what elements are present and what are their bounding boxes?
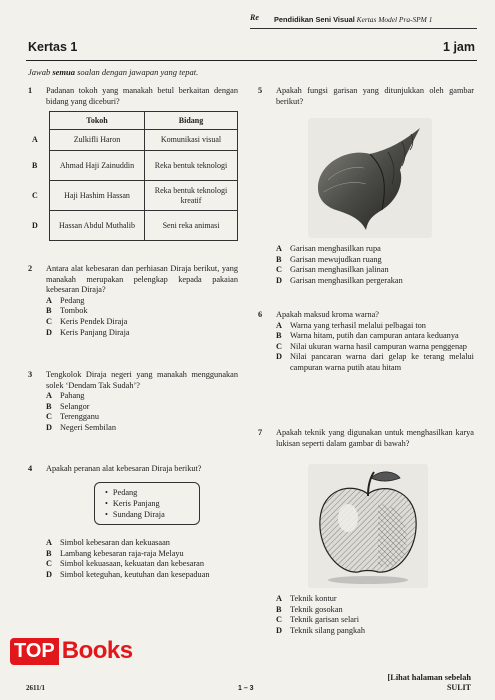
question-5 [258,86,474,107]
option-b[interactable]: B Lambang kebesaran raja-raja Melayu [46,548,184,558]
option-c[interactable]: C Garisan menghasilkan jalinan [276,265,389,275]
question-6 [258,310,474,374]
running-header [250,14,477,29]
option-a[interactable]: A Warna yang terhasil melalui pelbagai ton [276,320,426,330]
question-stem: Apakah peranan alat kebesaran Diraja berikut? [46,464,202,473]
question-7 [258,428,474,449]
question-number: 3 [28,370,33,379]
table-header: Tokoh [50,112,145,130]
table-row [32,130,238,151]
question-stem: Antara alat kebesaran dan perhiasan Diraja berikut, yang manakah merupakan pelengkap kepada pakaian kebesaran Diraja? [46,264,238,295]
question-stem: Apakah fungsi garisan yang ditunjukkan oleh gambar berikut? [276,86,474,106]
watermark-books: Books [61,637,133,664]
table-header: Bidang [145,112,238,130]
table-cell: Seni reka animasi [145,211,238,241]
option-d[interactable]: D Simbol keteguhan, keutuhan dan kesepaduan [46,569,210,579]
sulit-label: SULIT [446,683,471,692]
option-letter: A [32,135,38,145]
paper-duration: 1 jam [443,40,475,54]
header-text [274,15,432,24]
instruction: Jawab semua soalan dengan jawapan yang tepat. [28,67,199,77]
question-4-options [28,538,243,580]
table-cell: Komunikasi visual [145,130,238,151]
option-c[interactable]: C Nilai ukuran warna hasil campuran warna penggenap [276,341,467,351]
table-cell: Hassan Abdul Muthalib [50,211,145,241]
option-c[interactable]: C Teknik garisan selari [276,615,359,625]
table-cell: Zulkifli Haron [50,130,145,151]
question-stem: Padanan tokoh yang manakah betul berkaitan dengan bidang yang diceburi? [46,86,238,106]
option-b[interactable]: B Teknik gosokan [276,604,343,614]
question-stem: Tengkolok Diraja negeri yang manakah menggunakan solek ‘Dendam Tak Sudah’? [46,370,238,390]
tokoh-table [32,111,238,241]
question-4 [28,464,238,475]
option-a[interactable]: A Garisan menghasilkan rupa [276,244,381,253]
paper-title: Kertas 1 [28,40,78,54]
table-header-row [32,112,238,130]
regalia-items-box [94,482,200,525]
table-row [32,151,238,181]
list-item: • Sundang Diraja [105,509,189,520]
question-number: 4 [28,464,33,473]
apple-icon [308,464,428,588]
turn-page-note: [Lihat halaman sebelah [387,673,471,682]
header-subtitle: Kertas Model Pra-SPM 1 [356,15,433,24]
paper-code: 2611/1 [26,684,46,692]
question-3 [28,370,238,434]
table-cell: Haji Hashim Hassan [50,181,145,211]
shell-icon [308,118,432,238]
instruction-bold: semua [52,67,75,77]
question-number: 5 [258,86,263,95]
option-letter: B [32,160,38,170]
option-c[interactable]: C Terengganu [46,412,100,422]
question-5-options [258,244,474,286]
option-letter: C [32,190,38,200]
question-2 [28,264,238,338]
option-b[interactable]: B Tombok [46,306,88,316]
shell-drawing [308,118,432,238]
question-7-options [258,594,474,636]
option-a[interactable]: A Simbol kebesaran dan kekuasaan [46,538,170,547]
apple-drawing [308,464,428,588]
option-a[interactable]: A Pedang [46,295,85,305]
option-d[interactable]: D Teknik silang pangkah [276,625,365,635]
header-title: Pendidikan Seni Visual [274,15,355,24]
option-d[interactable]: D Nilai pancaran warna dari gelap ke terang melalui campuran warna putih atau hitam [276,352,474,372]
list-item: • Pedang [105,487,189,498]
list-item: • Keris Panjang [105,498,189,509]
option-a[interactable]: A Teknik kontur [276,594,337,603]
option-b[interactable]: B Garisan mewujudkan ruang [276,254,382,264]
option-d[interactable]: D Keris Panjang Diraja [46,327,130,337]
watermark-top: TOP [10,638,59,665]
table-row [32,211,238,241]
option-d[interactable]: D Negeri Sembilan [46,422,116,432]
header-rule [26,60,477,61]
question-number: 2 [28,264,33,273]
question-number: 7 [258,428,263,437]
publisher-logo: Re [250,13,259,22]
question-stem: Apakah maksud kroma warna? [276,310,379,319]
option-c[interactable]: C Keris Pendek Diraja [46,316,128,326]
option-letter: D [32,220,38,230]
option-c[interactable]: C Simbol kekuasaan, kekuatan dan kebesaran [46,559,204,569]
option-a[interactable]: A Pahang [46,391,85,401]
table-cell: Reka bentuk teknologi kreatif [145,181,238,211]
question-number: 6 [258,310,263,319]
question-number: 1 [28,86,33,95]
page-number: 1 – 3 [238,685,254,692]
option-d[interactable]: D Garisan menghasilkan pergerakan [276,275,403,285]
topbooks-watermark [10,636,133,666]
option-b[interactable]: B Warna hitam, putih dan campuran antara keduanya [276,331,459,341]
question-stem: Apakah teknik yang digunakan untuk menghasilkan karya lukisan seperti dalam gambar di bawah? [276,428,474,448]
question-1 [28,86,238,241]
table-cell: Reka bentuk teknologi [145,151,238,181]
option-b[interactable]: B Selangor [46,401,90,411]
table-cell: Ahmad Haji Zainuddin [50,151,145,181]
table-row [32,181,238,211]
